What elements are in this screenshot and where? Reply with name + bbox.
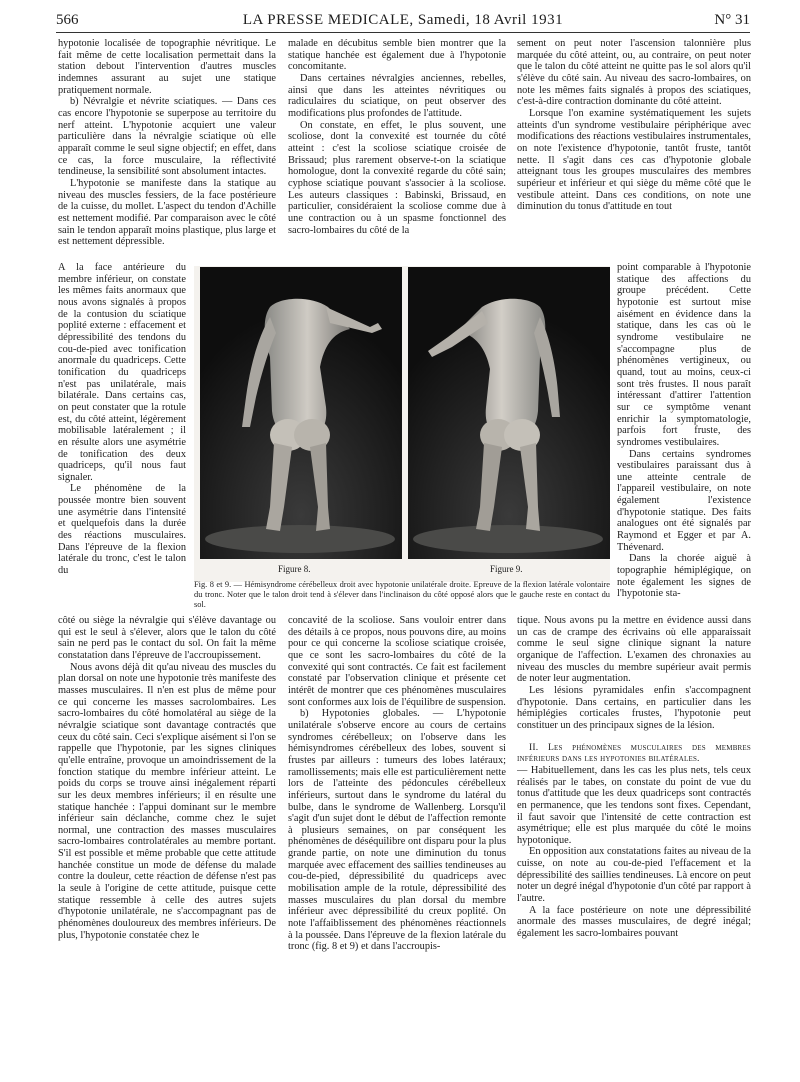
figure-8-label: Figure 8. [278,564,311,574]
paragraph: b) Hypotonies globales. — L'hypotonie unilatérale s'observe encore au cours de certains syndromes cérébelleux; on l'observe dans les hémisyndromes cérébelleux des lobes, souvent si frustes par ailleurs : tumeurs des lobes latéraux; ramollissements; mais elle est particulièrement nette lors de l'atteinte des pédoncules cérébelleux inférieurs, surtout dans le syndrome du latéral du bulbe, dans le syndrome de Wallenberg. Lorsqu'il s'agit d'un sujet dont le début de l'affection remonte à plusieurs semaines, on par conséquent les phénomènes de déséquilibre ont disparu pour la plus grande partie, on note une diminution du tonus marquée avec effacement des saillies tendineuses au cou-de-pied, dépressibilité du quadriceps avec mobilisation ample de la rotule, dépressibilité des masses musculaires du plan dorsal du membre inférieur avec dépressibilité du creux poplité. On note l'affaiblissement des phénomènes réactionnels à la poussée. Dans l'épreuve de la flexion latérale du tronc (fig. 8 et 9) et dans l'accroupis- [288,708,506,953]
paragraph: Dans certaines névralgies anciennes, rebelles, ainsi que dans les atteintes névritiques ou radiculaires du sciatique, on peut observer des modifications plus profondes de l'attitude. [288,72,506,119]
photo-figure-8 [200,267,402,559]
paragraph: En opposition aux constatations faites au niveau de la cuisse, on note au cou-de-pied l'effacement et la dépressibilité des saillies tendineuses. Là encore on peut noter un degré inégal d'hypotonie d'un côté par rapport à l'autre. [517,846,751,905]
column-1-middle [58,262,186,618]
paragraph: Le phénomène de la poussée montre bien souvent une asymétrie dans l'intensité et quelquefois dans la durée des réactions musculaires. Dans l'épreuve de la flexion latérale du tronc, c'est le talon du [58,483,186,577]
paragraph: Les lésions pyramidales enfin s'accompagnent d'hypotonie. Dans certains, en particulier dans les hémiplégies corticales frustes, l'hypotonie peut constituer un des principaux signes de la lésion. [517,684,751,731]
column-2-top [288,38,506,268]
paragraph: malade en décubitus semble bien montrer que la statique hanchée est également due à l'hypotonie concomitante. [288,38,506,73]
photo-figure-9 [408,267,610,559]
journal-title: LA PRESSE MEDICALE, Samedi, 18 Avril 1931 [242,12,564,28]
figure-caption: Fig. 8 et 9. — Hémisyndrome cérébelleux droit avec hypotonie unilatérale droite. Epreuve de la flexion latérale volontaire du tronc. Noter que le talon droit tend à s'élever dans l'inclinaison du côté opposé alors que le gauche reste en contact du sol. [194,580,610,610]
paragraph: A la face postérieure on note une dépressibilité anormale des masses musculaires, de degré inégal; également les sacro-lombaires pouvant [517,904,751,940]
column-2-bottom [288,615,506,1055]
section-heading: II. Les phénomènes musculaires des membres inférieurs dans les hypotonies bilatérales. [517,741,751,765]
column-1-top [58,38,276,266]
column-3-top [517,38,751,270]
column-1-bottom [58,615,276,1055]
header-rule [56,32,750,33]
paragraph: Nous avons déjà dit qu'au niveau des muscles du plan dorsal on note une hypotonie très manifeste des masses musculaires. Il n'en est plus de même pour ce qui concerne les masses sacrolombaires. Les sacro-lombaires du côté homolatéral au siège de la névralgie sciatique sont davantage contractés que ceux du côté sain. Ceci s'explique aisément si l'on se rappelle que l'hypotonie, par les signes cliniques qu'elle entraîne, provoque un amoindrissement de la fonction statique du membre inférieur atteint. Le poids du corps se trouve ainsi inégalement réparti sur les deux membres inférieurs; il en résulte une statique hanchée : l'appui dominant sur le membre inférieur sain déclanche, comme chez le sujet normal, une contraction des masses musculaires sacro-lombaires controlatérales au membre portant. S'il est possible et même probable que cette attitude hanchée constitue un mode de défense du malade contre la douleur, cette réaction de défense n'est pas la seule à l'origine de cette attitude, puisque cette statique ressemble à celle des autres sujets d'hypotonie unilatérale, ne s'accompagnant pas de phénomènes douloureux des membres inférieurs. De plus, l'hypotonie constatée chez le [58,661,276,941]
page-header [56,10,750,32]
paragraph: sement on peut noter l'ascension talonnière plus marquée du côté atteint, ou, au contraire, on peut noter que le talon du côté atteint ne quitte pas le sol alors qu'il s'élève du côté sain. Au niveau des sacro-lombaires, on note les mêmes faits signalés à propos des sciatiques, c'est-à-dire contraction dominante du côté atteint. [517,38,751,108]
paragraph: On constate, en effet, le plus souvent, une scoliose, dont la convexité est tournée du côté atteint : c'est la scoliose sciatique croisée de Brissaud; plus rarement observe-t-on la sciatique homologue, dont la convexité regarde du côté sain; cyphose sciatique pouvant s'associer à la scoliose. Les auteurs classiques : Babinski, Brissaud, en particulier, considéraient la scoliose comme due à une contraction ou à un spasme fonctionnel des sacro-lombaires du côté de la [288,119,506,236]
paragraph: tique. Nous avons pu la mettre en évidence aussi dans un cas de crampe des écrivains où elle apparaissait comme le seul signe clinique signant la nature organique de l'affection. L'examen des chronaxies au niveau des muscles du membre supérieur avait permis de noter leur augmentation. [517,615,751,685]
nude-figure-bending-right-illustration [408,267,610,559]
paragraph: côté ou siège la névralgie qui s'élève davantage ou qui est le seul à s'élever, alors que le talon du côté sain ne perd pas le contact du sol. On fait la même constatation dans l'épreuve de l'accroupissement. [58,615,276,661]
figure-8-9 [194,266,610,582]
paragraph: Dans la chorée aiguë à topographie hémiplégique, on note également les signes de l'hypotonie sta- [617,553,751,600]
figure-9-label: Figure 9. [490,564,523,574]
paragraph: hypotonie localisée de topographie névritique. Le fait même de cette localisation permettait dans la station debout l'intervention d'autres muscles indemnes assurant au sujet une statique pratiquement normale. [58,38,276,96]
page-number: 566 [56,12,79,28]
paragraph: point comparable à l'hypotonie statique des affections du groupe précédent. Cette hypotonie est surtout mise aisément en évidence dans la statique, dans les cas où le syndrome vestibulaire ne s'accompagne plus de phénomènes vertigineux, ou quand, tout au moins, ceux-ci sont très frustes. Il nous paraît intéressant d'attirer l'attention sur ce symptôme venant enrichir la symptomatologie, parfois fort fruste, des syndromes vestibulaires. [617,262,751,448]
paragraph: — Habituellement, dans les cas les plus nets, tels ceux réalisés par le tabes, on constate du point de vue du tonus d'attitude que les deux quadriceps sont contractés en permanence, que les tendons sont fixes. Cependant, il faut savoir que l'intensité de cette contraction est asymétrique; elle est plus marquée du côté le moins hypotonique. [517,764,751,846]
nude-figure-bending-left-illustration [200,267,402,559]
column-3-bottom [517,615,751,1055]
paragraph: A la face antérieure du membre inférieur, on constate les mêmes faits anormaux que nous avons signalés à propos de la contusion du sciatique poplité externe : effacement et dépressibilité des tendons du cou-de-pied avec tonification anormale du quadriceps. Cette tonification du quadriceps n'est pas unilatérale, mais bilatérale. Dans certains cas, on peut constater que la rotule est, du côté atteint, légèrement mobilisable latéralement ; il en résulte alors une asymétrie de tonification des deux quadriceps, qu'il nous faut signaler. [58,262,186,483]
paragraph: L'hypotonie se manifeste dans la statique au niveau des muscles fessiers, de la face postérieure de la cuisse, du mollet. L'aspect du tendon d'Achille est nettement modifié. Par comparaison avec le côté sain le tendon apparaît moins plastique, plus large et est nettement dépressible. [58,177,276,248]
paragraph: Dans certains syndromes vestibulaires paraissant dus à une atteinte centrale de l'appareil vestibulaire, on note également l'existence d'hypotonie statique. Des faits analogues ont été signalés par Raymond et Egger et par A. Thévenard. [617,448,751,553]
paragraph: Lorsque l'on examine systématiquement les sujets atteints d'un syndrome vestibulaire périphérique avec modifications des réactions vestibulaires instrumentales, on note l'existence d'hypotonie, tantôt fruste, tantôt nette. Il s'agit dans ces cas d'hypotonie globale atteignant tous les groupes musculaires des membres supérieur et inférieur et qui siège du même côté que le vestibule atteint. Dans ces conditions, on note une diminution du tonus d'attitude en tout [517,107,751,213]
paragraph: concavité de la scoliose. Sans vouloir entrer dans des détails à ce propos, nous pouvons dire, au moins pour ce qui concerne la scoliose sciatique croisée, que ce sont les sacro-lombaires du côté de la convexité qui sont contractés. Ce fait est facilement constaté par l'observation clinique et présente cet intérêt de montrer que ces phénomènes musculaires sont conformes aux lois de l'équilibre de suspension. [288,615,506,708]
column-3-middle [617,262,751,618]
issue-number: N° 31 [714,12,750,28]
paragraph: b) Névralgie et névrite sciatiques. — Dans ces cas encore l'hypotonie se superpose au territoire du nerf atteint. L'hypotonie acquiert une valeur particulière dans la névralgie sciatique où elle apparaît comme le seul signe objectif; en effet, dans ce cas, la force musculaire, la réflectivité tendineuse, la sensibilité sont absolument intactes. [58,96,276,178]
